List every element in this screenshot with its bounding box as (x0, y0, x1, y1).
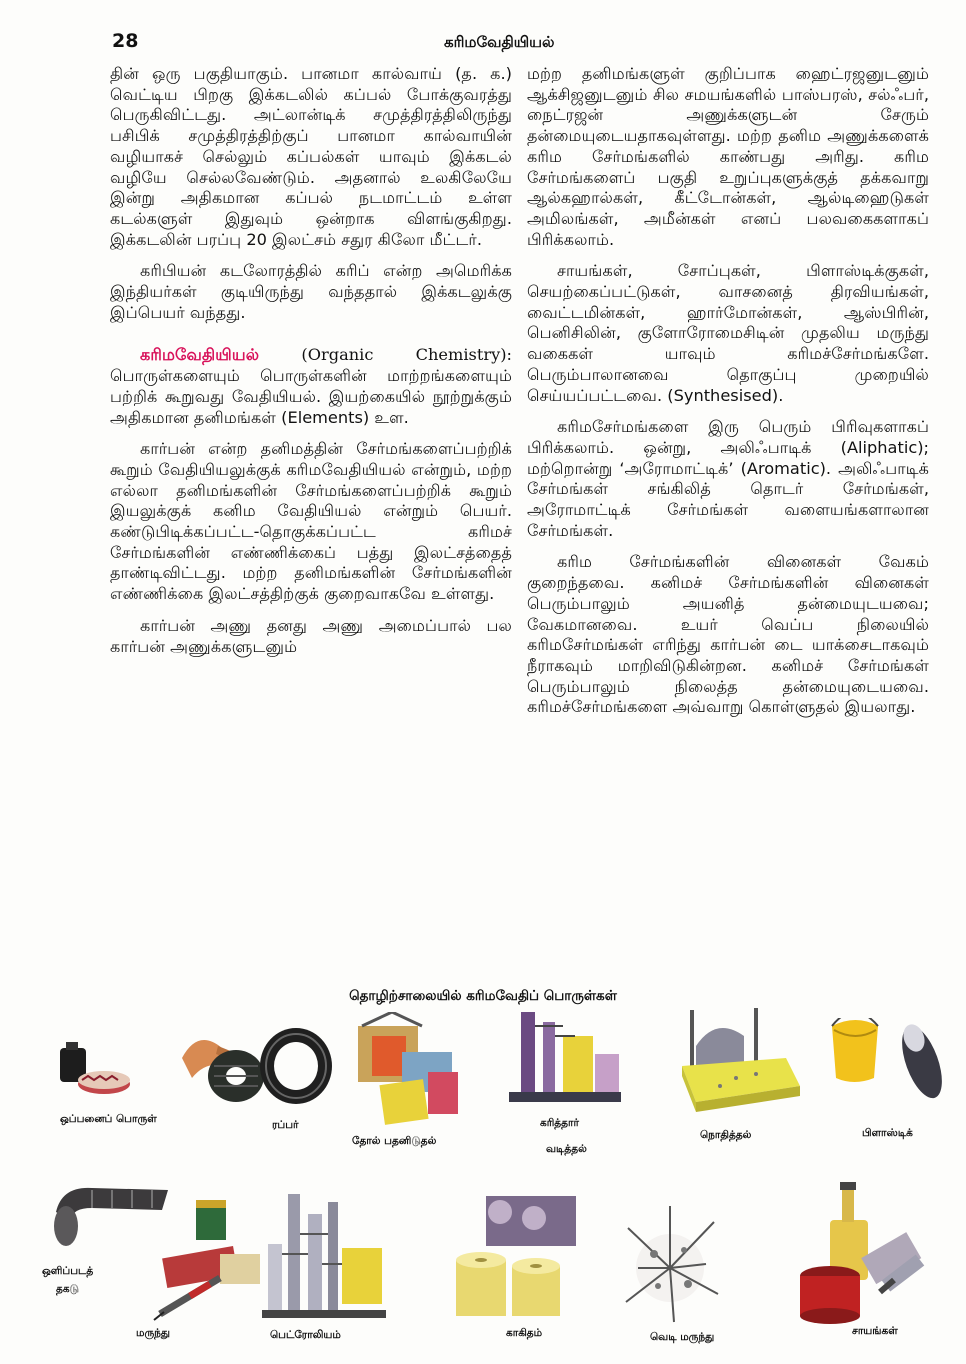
dyes-illustration (790, 1180, 930, 1326)
petroleum-illustration (262, 1184, 392, 1320)
label-explosives: வெடி மருந்து (650, 1331, 715, 1343)
fermentation-illustration (676, 1006, 804, 1114)
rubber-illustration (178, 1018, 338, 1108)
label-petroleum: பெட்ரோலியம் (270, 1329, 341, 1341)
english-term: (Organic Chemistry): (259, 345, 512, 365)
entry-heading: கரிமவேதியியல் (140, 345, 260, 365)
medicine-illustration (150, 1196, 270, 1326)
paragraph: சாயங்கள், சோப்புகள், பிளாஸ்டிக்குகள், செயற்கைப்பட்டுகள், வாசனைத் திரவியங்கள், வைட்டமின்கள், ஹார்மோன்கள், ஆஸ்பிரின், பெனிசிலின், குளோரோமைசிடின் முதலிய மருந்து வகைகள் யாவும் கரிமச்சேர்மங்களே. பெரும்பாலானவை தொகுப்பு முறையில் செய்யப்பட்டவை. (Synthesised). (527, 261, 929, 405)
label-rubber: ரப்பர் (272, 1119, 299, 1131)
left-column (110, 64, 512, 668)
label-plastic: பிளாஸ்டிக் (862, 1127, 913, 1139)
running-title: கரிமவேதியியல் (444, 33, 555, 51)
paragraph: தின் ஒரு பகுதியாகும். பானமா கால்வாய் (த. க.) வெட்டிய பிறகு இக்கடலில் கப்பல் போக்குவரத்து பெருகிவிட்டது. அட்லான்டிக் சமுத்திரத்திலிருந்து பசிபிக் சமுத்திரத்திற்குப் பானமா கால்வாயின் வழியாகச் செல்லும் கப்பல்கள் யாவும் இக்கடல் வழியே செல்லவேண்டும். அதனால் உலகிலேயே இன்று அதிகமான கப்பல் நடமாட்டம் உள்ள கடல்களுள் இதுவும் ஒன்றாக விளங்குகிறது. இக்கடலின் பரப்பு 20 இலட்சம் சதுர கிலோ மீட்டர். (110, 64, 512, 249)
label-tar-line2: வடித்தல் (546, 1143, 587, 1155)
coal-tar-distillation-illustration (505, 1006, 625, 1110)
explosives-illustration (618, 1198, 728, 1328)
plastic-illustration (826, 1018, 944, 1108)
paragraph: கரிபியன் கடலோரத்தில் கரிப் என்ற அமெரிக்க இந்தியர்கள் குடியிருந்து வந்ததால் இக்கடலுக்கு இப்பெயர் வந்தது. (110, 261, 512, 322)
right-column (527, 64, 929, 729)
label-cosmetics: ஒப்பனைப் பொருள் (60, 1113, 157, 1125)
tanning-illustration (352, 1012, 472, 1128)
figure-title: தொழிற்சாலையில் கரிமவேதிப் பொருள்கள் (349, 988, 617, 1004)
paragraph-text: பொருள்களையும் பொருள்களின் மாற்றங்களையும் பற்றிக் கூறுவது வேதியியல். இயற்கையில் நூற்றுக்கும் அதிகமான தனிமங்கள் (Elements) உள. (110, 366, 512, 427)
entry-paragraph (110, 345, 512, 428)
label-medicine: மருந்து (136, 1327, 171, 1339)
label-fermentation: நொதித்தல் (700, 1129, 752, 1141)
paragraph: கரிமசேர்மங்களை இரு பெரும் பிரிவுகளாகப் பிரிக்கலாம். ஒன்று, அலிஃபாடிக் (Aliphatic); மற்றொன்று ‘அரோமாட்டிக்’ (Aromatic). அலிஃபாடிக் சேர்மங்கள் சங்கிலித் தொடர் சேர்மங்கள், அரோமாட்டிக் சேர்மங்கள் வளையங்களாலான சேர்மங்கள். (527, 417, 929, 540)
label-film-line2: தகடு (56, 1283, 79, 1295)
label-paper: காகிதம் (506, 1327, 543, 1339)
paper-illustration (450, 1190, 586, 1320)
page-number: 28 (112, 30, 139, 52)
paragraph: கரிம சேர்மங்களின் வினைகள் வேகம் குறைந்தவை. கனிமச் சேர்மங்களின் வினைகள் பெரும்பாலும் அயனித் தன்மையுடயவை; வேகமானவை. உயர் வெப்ப நிலையில் கரிமசேர்மங்கள் எரிந்து கார்பன் டை யாக்சைடாகவும் நீராகவும் மாறிவிடுகின்றன. கனிமச் சேர்மங்கள் பெரும்பாலும் நிலைத்த தன்மையுடையவை. கரிமச்சேர்மங்களை அவ்வாறு கொள்ளுதல் இயலாது. (527, 552, 929, 717)
label-tar-line1: கரித்தார் (540, 1117, 579, 1129)
label-film-line1: ஒளிப்படத் (42, 1265, 94, 1277)
paragraph: கார்பன் என்ற தனிமத்தின் சேர்மங்களைப்பற்றிக் கூறும் வேதியியலுக்குக் கரிமவேதியியல் என்றும், மற்ற எல்லா தனிமங்களின் சேர்மங்களைப்பற்றிக் கூறும் இயலுக்குக் கனிம வேதியியல் என்றும் பெயர். கண்டுபிடிக்கப்பட்ட-தொகுக்கப்பட்ட கரிமச் சேர்மங்களின் எண்ணிக்கைப் பத்து இலட்சத்தைத் தாண்டிவிட்டது. மற்ற தனிமங்களின் சேர்மங்களின் எண்ணிக்கை இலட்சத்திற்குக் குறைவாகவே உள்ளது. (110, 439, 512, 604)
label-dyes: சாயங்கள் (852, 1325, 898, 1337)
cosmetics-illustration (52, 1040, 132, 1100)
label-tanning: தோல் பதனிடுதல் (352, 1135, 437, 1147)
paragraph: மற்ற தனிமங்களுள் குறிப்பாக ஹைட்ரஜனுடனும் ஆக்சிஜனுடனும் சில சமயங்களில் பாஸ்பரஸ், சல்ஃபர், நைட்ரஜன் அணுக்களுடன் சேரும் தன்மையுடையதாகவுள்ளது. மற்ற தனிம அணுக்களைக் கரிம சேர்மங்களில் காண்பது அரிது. கரிம சேர்மங்களைப் பகுதி உறுப்புகளுக்குத் தக்கவாறு ஆல்கஹால்கள், கீட்டோன்கள், ஆல்டிஹைடுகள் அமிலங்கள், அமீன்கள் எனப் பலவகைகளாகப் பிரிக்கலாம். (527, 64, 929, 249)
paragraph: கார்பன் அணு தனது அணு அமைப்பால் பல கார்பன் அணுக்களுடனும் (110, 615, 512, 656)
